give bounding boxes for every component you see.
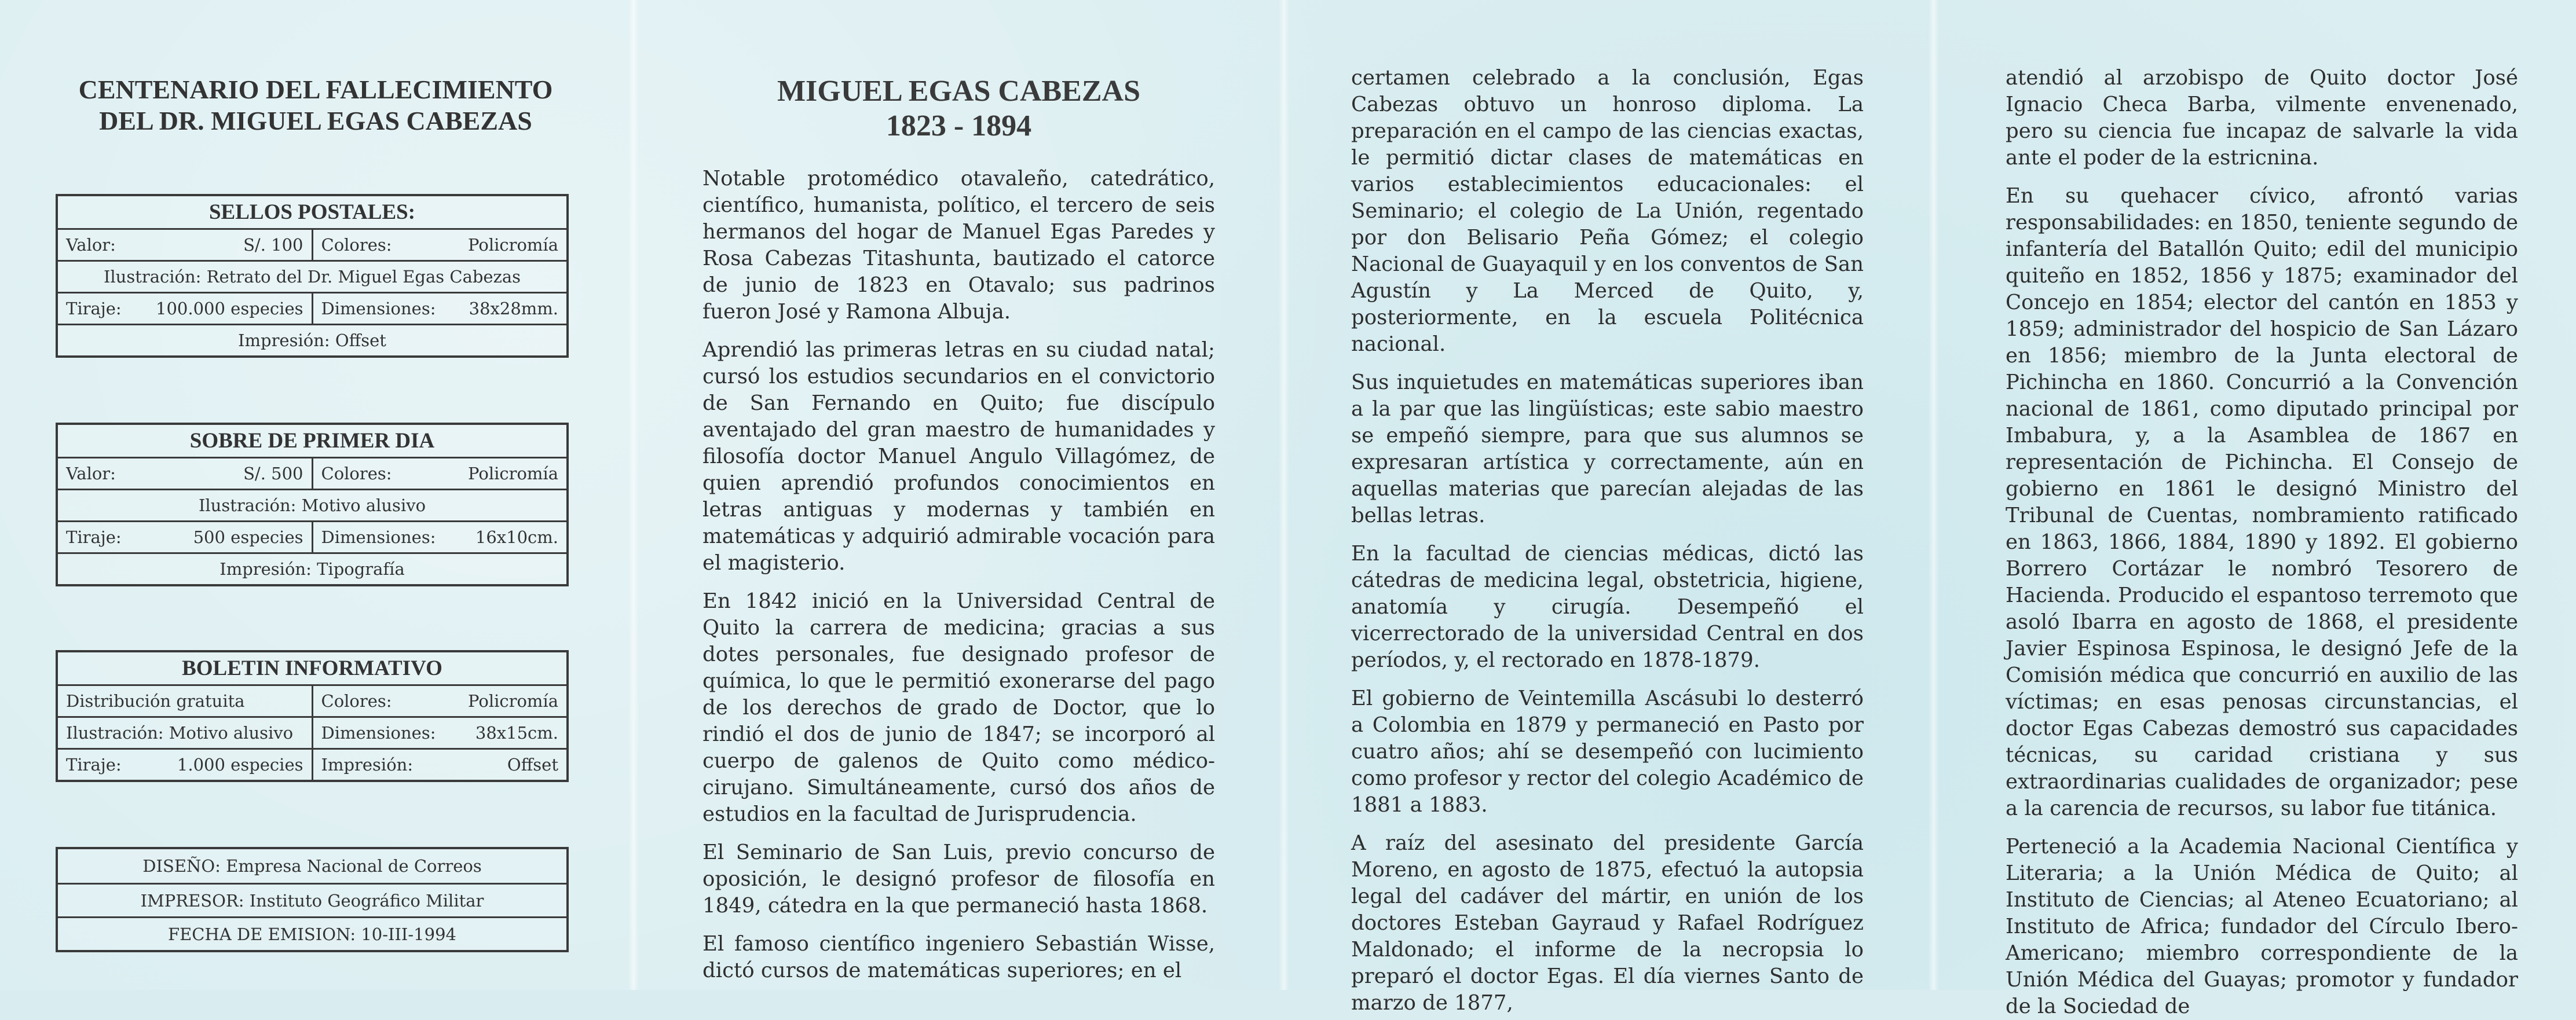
tiraje-cell	[58, 293, 312, 324]
colores-cell	[312, 458, 567, 489]
label: Dimensiones:	[321, 527, 436, 547]
colores-cell	[312, 686, 567, 716]
label: Colores:	[321, 235, 392, 255]
box-heading: SELLOS POSTALES:	[208, 200, 416, 224]
value: Policromía	[468, 464, 558, 483]
value: 38x28mm.	[469, 299, 558, 318]
paragraph: El gobierno de Veintemilla Ascásubi lo desterró a Colombia en 1879 y permaneció en Pasto por cuatro años; ahí se desempeñó con lucimiento como profesor y rector del colegio Académico de 1881 a 1883.	[1351, 687, 1864, 817]
label: Valor:	[66, 464, 116, 483]
title-line: 1823 - 1894	[885, 109, 1032, 142]
paragraph: El famoso científico ingeniero Sebastián Wisse, dictó cursos de matemáticas superiores; en el	[702, 932, 1215, 982]
label: Tiraje:	[66, 527, 122, 547]
value: 500 especies	[193, 527, 303, 547]
impresion-cell: Impresión: Offset	[238, 331, 386, 350]
title-line: DEL DR. MIGUEL EGAS CABEZAS	[99, 106, 532, 135]
value: S/. 100	[243, 235, 303, 255]
box-heading: SOBRE DE PRIMER DIA	[189, 429, 435, 453]
paragraph: En 1842 inició en la Universidad Central de Quito la carrera de medicina; gracias a sus dotes personales, fue designado profesor de química, lo que le permitió exonerarse del pago de los derechos de grado de Doctor, que lo rindió el dos de junio de 1847; se incorporó al cuerpo de galenos de Quito como médico-cirujano. Simultáneamente, cursó dos años de estudios en la facultad de Jurisprudencia.	[702, 589, 1215, 826]
label: Colores:	[321, 464, 392, 483]
label: Colores:	[321, 691, 392, 711]
value: Policromía	[468, 235, 558, 255]
tiraje-cell	[58, 522, 312, 552]
credits-box	[56, 847, 569, 952]
label: Impresión:	[321, 755, 414, 775]
valor-cell	[58, 230, 312, 260]
paragraph: certamen celebrado a la conclusión, Egas Cabezas obtuvo un honroso diploma. La preparación en el campo de las ciencias exactas, le permitió dictar clases de matemáticas en varios establecimientos educacionales: el Seminario; el colegio de La Unión, regentado por don Belisario Peña Gómez; el colegio Nacional de Guayaquil y en los conventos de San Agustín y La Merced de Quito, y, posteriormente, en la escuela Politécnica nacional.	[1351, 66, 1864, 356]
value: 38x15cm.	[475, 723, 558, 743]
impresion-cell: Impresión: Tipografía	[219, 559, 405, 579]
panel-biography-1	[702, 0, 1215, 990]
ilustracion-cell: Ilustración: Motivo alusivo	[198, 496, 426, 515]
tiraje-cell	[58, 750, 312, 780]
biography-title	[702, 74, 1215, 144]
centenary-title	[55, 74, 576, 137]
value: S/. 500	[243, 464, 303, 483]
paragraph: atendió al arzobispo de Quito doctor José Ignacio Checa Barba, vilmente envenenado, pero su ciencia fue incapaz de salvarle la vida ante el poder de la estricnina.	[2006, 66, 2518, 170]
dimensiones-cell	[312, 293, 567, 324]
label: Valor:	[66, 235, 116, 255]
paragraph: Aprendió las primeras letras en su ciudad natal; cursó los estudios secundarios en el convictorio de San Fernando en Quito; fue discípulo aventajado del gran maestro de humanidades y filosofía doctor Manuel Angulo Villagómez, de quien aprendió profundos conocimientos en letras antiguas y modernas y también en matemáticas y adquirió admirable vocación para el magisterio.	[702, 338, 1215, 575]
label: Dimensiones:	[321, 723, 436, 743]
biography-text	[2006, 65, 2518, 1020]
colores-cell	[312, 230, 567, 260]
fold-line	[1279, 0, 1289, 990]
distribucion-cell: Distribución gratuita	[66, 691, 245, 711]
paragraph: En su quehacer cívico, afrontó varias responsabilidades: en 1850, teniente segundo de infantería del Batallón Quito; edil del municipio quiteño en 1852, 1856 y 1875; examinador del Concejo en 1854; elector del cantón en 1853 y 1859; administrador del hospicio de San Lázaro en 1856; miembro de la Junta electoral de Pichincha en 1860. Concurrió a la Convención nacional de 1861, como diputado principal por Imbabura, y, a la Asamblea de 1867 en representación de Pichincha. El Consejo de gobierno en 1861 le designó Ministro del Tribunal de Cuentas, nombramiento ratificado en 1863, 1866, 1884, 1890 y 1892. El gobierno Borrero Cortázar le nombró Tesorero de Hacienda. Producido el espantoso terremoto que asoló Ibarra en agosto de 1868, el presidente Javier Espinosa Espinosa, le designó Jefe de la Comisión médica que concurrió en auxilio de las víctimas; en esas penosas circunstancias, el doctor Egas Cabezas demostró sus capacidades técnicas, su caridad cristiana y sus extraordinarias cualidades de organizador; pese a la carencia de recursos, su labor fue titánica.	[2006, 184, 2518, 820]
paragraph: Sus inquietudes en matemáticas superiores iban a la par que las lingüísticas; este sabio maestro se empeñó siempre, para que sus alumnos se expresaran artística y correctamente, aún en aquellas materias que parecían alejadas de las bellas letras.	[1351, 370, 1864, 527]
ilustracion-cell: Ilustración: Motivo alusivo	[66, 723, 294, 743]
biography-text	[1351, 65, 1864, 1017]
fold-line	[1929, 0, 1939, 990]
value: Policromía	[468, 691, 558, 711]
ilustracion-cell: Ilustración: Retrato del Dr. Miguel Egas Cabezas	[103, 267, 521, 287]
value: Offset	[507, 755, 558, 775]
value: 1.000 especies	[177, 755, 303, 775]
panel-biography-3	[2006, 0, 2518, 1018]
fecha-emision-line: FECHA DE EMISION: 10-III-1994	[168, 924, 456, 944]
label: Tiraje:	[66, 299, 122, 318]
panel-stamp-details	[0, 0, 631, 990]
value: 16x10cm.	[475, 527, 558, 547]
dimensiones-cell	[312, 522, 567, 552]
info-bulletin-box	[56, 650, 569, 782]
label: Dimensiones:	[321, 299, 436, 318]
label: Tiraje:	[66, 755, 122, 775]
paragraph: A raíz del asesinato del presidente García Moreno, en agosto de 1875, efectuó la autopsia legal del cadáver del mártir, en unión de los doctores Esteban Gayraud y Rafael Rodríguez Maldonado; el informe de la necropsia lo preparó el doctor Egas. El día viernes Santo de marzo de 1877,	[1351, 831, 1864, 1015]
diseno-line: DISEÑO: Empresa Nacional de Correos	[142, 856, 482, 876]
impresor-line: IMPRESOR: Instituto Geográfico Militar	[140, 890, 484, 911]
biography-text	[702, 166, 1215, 984]
title-line: CENTENARIO DEL FALLECIMIENTO	[78, 75, 553, 104]
panel-biography-2	[1351, 0, 1864, 1015]
postage-stamps-box	[56, 194, 569, 358]
first-day-cover-box	[56, 423, 569, 586]
box-heading: BOLETIN INFORMATIVO	[182, 656, 442, 680]
paragraph: En la facultad de ciencias médicas, dictó las cátedras de medicina legal, obstetricia, higiene, anatomía y cirugía. Desempeñó el vicerrectorado de la universidad Central en dos períodos, y, el rectorado en 1878-1879.	[1351, 542, 1864, 672]
title-line: MIGUEL EGAS CABEZAS	[777, 75, 1141, 108]
paragraph: Notable protomédico otavaleño, catedrático, científico, humanista, político, el tercero de seis hermanos del hogar de Manuel Egas Paredes y Rosa Cabezas Titashunta, bautizado el catorce de junio de 1823 en Otavalo; sus padrinos fueron José y Ramona Albuja.	[702, 167, 1215, 324]
dimensiones-cell	[312, 718, 567, 748]
paragraph: El Seminario de San Luis, previo concurso de oposición, le designó profesor de filosofía en 1849, cátedra en la que permaneció hasta 1868.	[702, 841, 1215, 918]
valor-cell	[58, 458, 312, 489]
impresion-cell	[312, 750, 567, 780]
value: 100.000 especies	[156, 299, 303, 318]
paragraph: Perteneció a la Academia Nacional Científica y Literaria; a la Unión Médica de Quito; al Instituto de Ciencias; al Ateneo Ecuatoriano; al Instituto de Africa; fundador del Círculo Ibero-Americano; miembro correspondiente de la Unión Médica del Guayas; promotor y fundador de la Sociedad de	[2006, 835, 2518, 1018]
